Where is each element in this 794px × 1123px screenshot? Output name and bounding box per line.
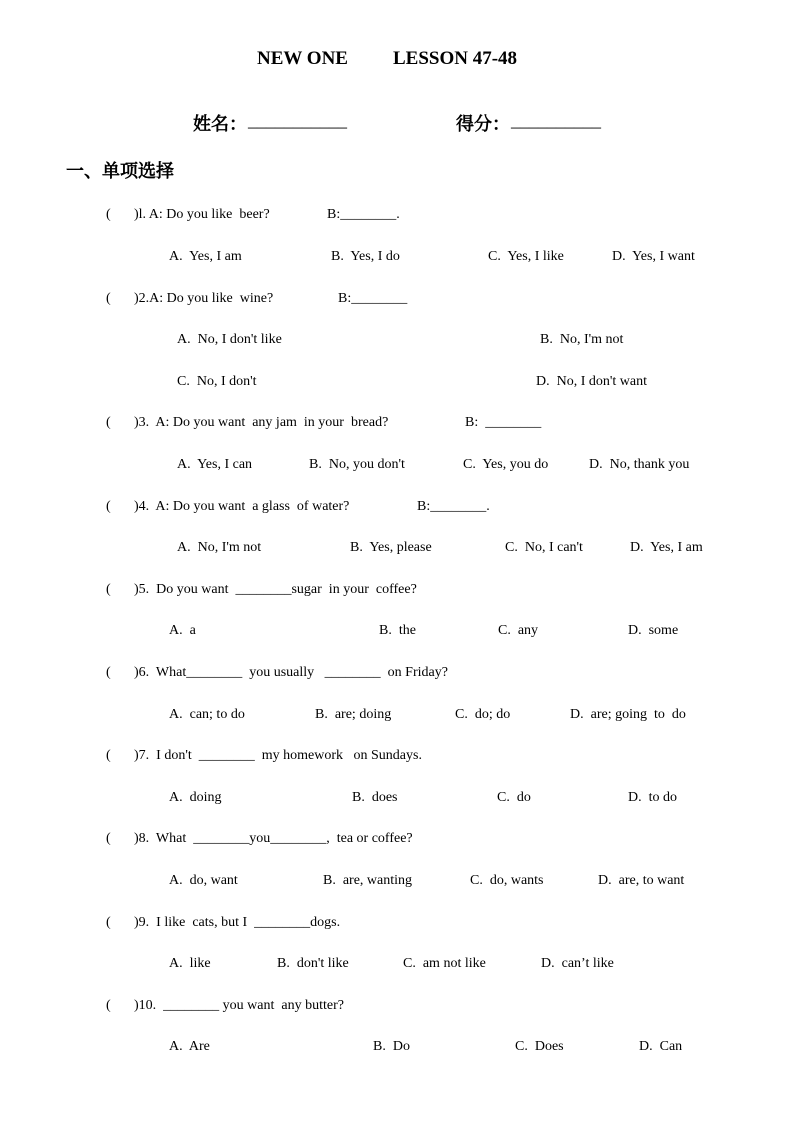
option-c[interactable]: C. do, wants xyxy=(470,873,544,888)
option-a[interactable]: A. Yes, I am xyxy=(169,249,242,264)
option-c[interactable]: C. Yes, I like xyxy=(488,249,564,264)
option-c[interactable]: C. am not like xyxy=(403,956,486,971)
option-b[interactable]: B. No, you don't xyxy=(309,457,405,472)
option-d[interactable]: D. are; going to do xyxy=(570,707,686,722)
option-a[interactable]: A. do, want xyxy=(169,873,238,888)
title-right: LESSON 47-48 xyxy=(393,48,518,69)
question-text: )5. Do you want ________sugar in your coffee? xyxy=(134,582,417,597)
question-blank: B: ________ xyxy=(465,415,542,430)
score-blank[interactable]: __________ xyxy=(511,110,601,130)
option-a[interactable]: A. a xyxy=(169,623,196,638)
option-b[interactable]: B. are; doing xyxy=(315,707,392,722)
option-c[interactable]: C. Does xyxy=(515,1039,564,1054)
option-d[interactable]: D. are, to want xyxy=(598,873,685,888)
name-label: 姓名： xyxy=(193,114,247,134)
question-text: )10. ________ you want any butter? xyxy=(134,998,344,1013)
answer-paren[interactable]: ( xyxy=(106,582,111,597)
option-c[interactable]: C. Yes, you do xyxy=(463,457,549,472)
option-d[interactable]: D. Can xyxy=(639,1039,683,1054)
answer-paren[interactable]: ( xyxy=(106,207,111,222)
title-left: NEW ONE xyxy=(257,48,348,69)
answer-paren[interactable]: ( xyxy=(106,665,111,680)
answer-paren[interactable]: ( xyxy=(106,915,111,930)
question-text: )7. I don't ________ my homework on Sundays. xyxy=(134,748,422,763)
name-blank[interactable]: ___________ xyxy=(248,110,347,130)
question-text: )9. I like cats, but I ________dogs. xyxy=(134,915,341,930)
option-d[interactable]: D. some xyxy=(628,623,679,638)
option-d[interactable]: D. can’t like xyxy=(541,956,614,971)
option-d[interactable]: D. to do xyxy=(628,790,677,805)
option-b[interactable]: B. Yes, I do xyxy=(331,249,400,264)
option-d[interactable]: D. Yes, I am xyxy=(630,540,703,555)
question-text: )4. A: Do you want a glass of water? xyxy=(134,499,350,514)
option-a[interactable]: A. can; to do xyxy=(169,707,245,722)
question-text: )3. A: Do you want any jam in your bread? xyxy=(134,415,389,430)
option-b[interactable]: B. Yes, please xyxy=(350,540,432,555)
option-a[interactable]: A. like xyxy=(169,956,211,971)
option-a[interactable]: A. doing xyxy=(169,790,222,805)
answer-paren[interactable]: ( xyxy=(106,291,111,306)
option-a[interactable]: A. No, I don't like xyxy=(177,332,282,347)
question-text: )l. A: Do you like beer? xyxy=(134,207,270,222)
question-blank: B:________. xyxy=(327,207,400,222)
question-text: )2.A: Do you like wine? xyxy=(134,291,274,306)
question-text: )6. What________ you usually ________ on Friday? xyxy=(134,665,448,680)
option-b[interactable]: B. does xyxy=(352,790,398,805)
answer-paren[interactable]: ( xyxy=(106,748,111,763)
section-heading: 一、单项选择 xyxy=(66,161,174,181)
option-b[interactable]: B. Do xyxy=(373,1039,410,1054)
option-d[interactable]: D. No, thank you xyxy=(589,457,690,472)
question-blank: B:________ xyxy=(338,291,408,306)
option-b[interactable]: B. the xyxy=(379,623,416,638)
option-d[interactable]: D. Yes, I want xyxy=(612,249,695,264)
score-label: 得分： xyxy=(456,114,510,134)
option-c[interactable]: C. any xyxy=(498,623,539,638)
option-c[interactable]: C. do xyxy=(497,790,531,805)
option-c[interactable]: C. No, I don't xyxy=(177,374,257,389)
option-d[interactable]: D. No, I don't want xyxy=(536,374,648,389)
question-blank: B:________. xyxy=(417,499,490,514)
answer-paren[interactable]: ( xyxy=(106,499,111,514)
question-text: )8. What ________you________, tea or coffee? xyxy=(134,831,413,846)
option-b[interactable]: B. are, wanting xyxy=(323,873,413,888)
option-c[interactable]: C. do; do xyxy=(455,707,511,722)
option-a[interactable]: A. No, I'm not xyxy=(177,540,262,555)
answer-paren[interactable]: ( xyxy=(106,831,111,846)
option-c[interactable]: C. No, I can't xyxy=(505,540,583,555)
option-b[interactable]: B. No, I'm not xyxy=(540,332,624,347)
answer-paren[interactable]: ( xyxy=(106,998,111,1013)
option-a[interactable]: A. Yes, I can xyxy=(177,457,253,472)
option-a[interactable]: A. Are xyxy=(169,1039,210,1054)
option-b[interactable]: B. don't like xyxy=(277,956,349,971)
answer-paren[interactable]: ( xyxy=(106,415,111,430)
